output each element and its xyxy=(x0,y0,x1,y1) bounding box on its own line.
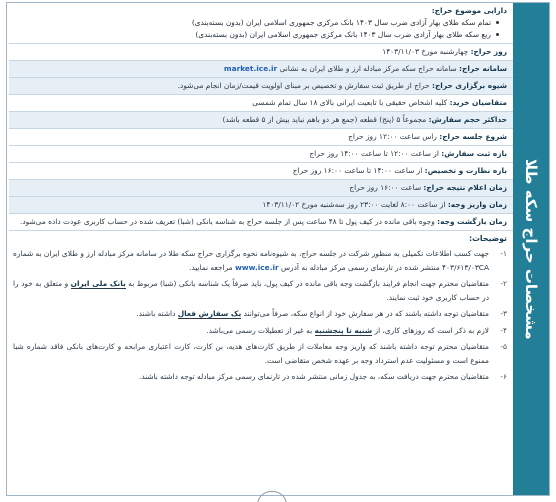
note-text-part: جهت کسب اطلاعات تکمیلی به منظور شرکت در جلسه حراج، به شیوه‌نامه نحوه برگزاری حراج سکه طلا در سامانه مرکز مبادله ارز و طلای ایران به شماره ۴۰۳/۶۱۳/۰۳CA منتشر شده در تارنمای رسمی مرکز مبادله به آدرس xyxy=(13,249,489,272)
detail-label: متقاضیان خرید: xyxy=(449,98,507,107)
note-text-part: متقاضیان توجه داشته باشند که در هر سفارش خود از انواع سکه، صرفاً می‌توانند xyxy=(241,309,489,318)
website-link[interactable]: www.ice.ir xyxy=(234,262,279,272)
detail-label: دارایی موضوع حراج: xyxy=(431,6,507,15)
auction-info-card xyxy=(6,2,550,496)
note-text-part: لازم به ذکر است که روزهای کاری، از xyxy=(372,325,489,335)
note-text-part: داشته باشند. xyxy=(136,309,178,318)
detail-row xyxy=(9,61,513,78)
detail-value: وجوه باقی مانده در کیف پول تا ۴۸ ساعت پس از جلسه حراج به شناسه بانکی (شبا) تعریف شده در حساب کاربری عودت داده می‌شود. xyxy=(20,217,435,226)
detail-value: از ساعت ۱۲:۰۰ تا ساعت ۱۴:۰۰ روز حراج xyxy=(309,149,439,158)
note-text xyxy=(13,340,489,367)
detail-row xyxy=(9,197,513,214)
note-number: ۲- xyxy=(500,279,507,288)
note-text-part: متقاضیان محترم توجه داشته باشند که واریز وجه معاملات از طریق کارت‌های هدیه، بن کارت، کارت اعتباری مرابحه و کارت‌های بانکی فاقد شماره شبا ممنوع است و مسئولیت عدم استرداد وجه بر عهده شخص متقاضی است. xyxy=(13,342,489,365)
detail-value: راس ساعت ۱۲:۰۰ روز حراج xyxy=(348,132,437,141)
asset-list xyxy=(13,17,507,41)
detail-label: سامانه حراج: xyxy=(459,64,507,73)
detail-value: ساعت ۱۶:۰۰ روز حراج xyxy=(349,183,422,192)
detail-label: زمان اعلام نتیجه حراج: xyxy=(423,183,507,192)
side-title: مشخصات حراج سکه طلا xyxy=(522,158,540,340)
notes-section xyxy=(9,231,513,384)
detail-label: شروع جلسه حراج: xyxy=(439,132,507,141)
detail-label: شیوه برگزاری حراج: xyxy=(432,81,507,90)
detail-row xyxy=(9,180,513,197)
note-item xyxy=(13,340,507,367)
note-text xyxy=(13,370,489,384)
detail-label: روز حراج: xyxy=(470,47,507,56)
note-number: ۳- xyxy=(500,309,507,318)
detail-row xyxy=(9,44,513,61)
detail-value: از ساعت ۱۴:۰۰ تا ساعت ۱۶:۰۰ روز حراج xyxy=(292,166,423,175)
detail-row xyxy=(9,112,513,129)
note-text-part: و متعلق به خود را در حساب کاربری خود ثبت نمایند. xyxy=(13,279,489,302)
note-emphasis: یک سفارش فعال xyxy=(177,309,242,318)
detail-label: زمان واریز وجه: xyxy=(447,200,507,209)
detail-value: چهارشنبه مورخ ۱۴۰۳/۱۱/۰۳ xyxy=(382,47,469,56)
detail-value: کلیه اشخاص حقیقی با تابعیت ایرانی بالای ۱۸ سال تمام شمسی xyxy=(252,98,448,107)
note-emphasis: شنبه تا پنجشنبه xyxy=(314,325,373,335)
detail-value: سامانه حراج سکه مرکز مبادله ارز و طلای ایران به نشانی xyxy=(279,64,457,73)
note-text-part: متقاضیان محترم جهت دریافت سکه، به جدول زمانی منتشر شده در تارنمای رسمی مرکز مبادله توجه داشته باشند. xyxy=(138,372,489,381)
note-text xyxy=(13,307,489,321)
note-number: ۴- xyxy=(500,325,507,335)
note-text xyxy=(13,277,489,304)
note-number: ۵- xyxy=(500,342,507,351)
note-number: ۶- xyxy=(500,372,507,381)
detail-row xyxy=(9,163,513,180)
market-link[interactable]: market.ice.ir xyxy=(223,64,278,73)
note-text-part: متقاضیان محترم جهت انجام فرایند بازگشت وجه باقی مانده در کیف پول، باید صرفاً یک شناسه بانکی (شبا) مربوط به xyxy=(125,279,490,288)
detail-row xyxy=(9,95,513,112)
detail-row xyxy=(9,129,513,146)
side-banner xyxy=(513,3,549,495)
detail-row xyxy=(9,78,513,95)
note-text xyxy=(13,324,489,338)
detail-row xyxy=(9,3,513,44)
detail-row xyxy=(9,214,513,231)
asset-item: تمام سکه طلای بهار آزادی ضرب سال ۱۴۰۳ بانک مرکزی جمهوری اسلامی ایران (بدون بسته‌بندی) xyxy=(13,17,499,29)
note-text xyxy=(13,247,489,274)
detail-row xyxy=(9,146,513,163)
detail-label: حداکثر حجم سفارش: xyxy=(428,115,507,124)
note-item xyxy=(13,370,507,384)
detail-value: از ساعت ۸:۰۰ لغایت ۲۳:۰۰ روز سه‌شنبه مورخ ۱۴۰۳/۱۱/۰۲ xyxy=(262,200,446,209)
details-table xyxy=(9,3,513,495)
note-text-part: به غیر از تعطیلات رسمی می‌باشد. xyxy=(206,325,315,335)
detail-label: بازه نظارت و تخصیص: xyxy=(424,166,507,175)
note-number: ۱- xyxy=(500,249,507,258)
note-item xyxy=(13,247,507,274)
detail-value: حراج از طریق ثبت سفارش و تخصیص بر مبنای اولویت قیمت/زمان انجام می‌شود. xyxy=(177,81,430,90)
asset-item: ربع سکه طلای بهار آزادی ضرب سال ۱۴۰۳ بانک مرکزی جمهوری اسلامی ایران (بدون بسته‌بندی) xyxy=(13,29,499,41)
note-text-part: مراجعه نمایید. xyxy=(188,262,235,272)
notes-title: توضیحات: xyxy=(468,234,507,243)
detail-value: مجموعاً ۵ (پنج) قطعه (جمع هر دو باهم نباید بیش از ۵ قطعه باشد) xyxy=(222,115,427,124)
note-item xyxy=(13,324,507,338)
note-item xyxy=(13,277,507,304)
note-item xyxy=(13,307,507,321)
detail-label: بازه ثبت سفارش: xyxy=(441,149,507,158)
note-emphasis: بانک ملی ایران xyxy=(70,279,126,288)
detail-label: زمان بازگشت وجه: xyxy=(437,217,507,226)
